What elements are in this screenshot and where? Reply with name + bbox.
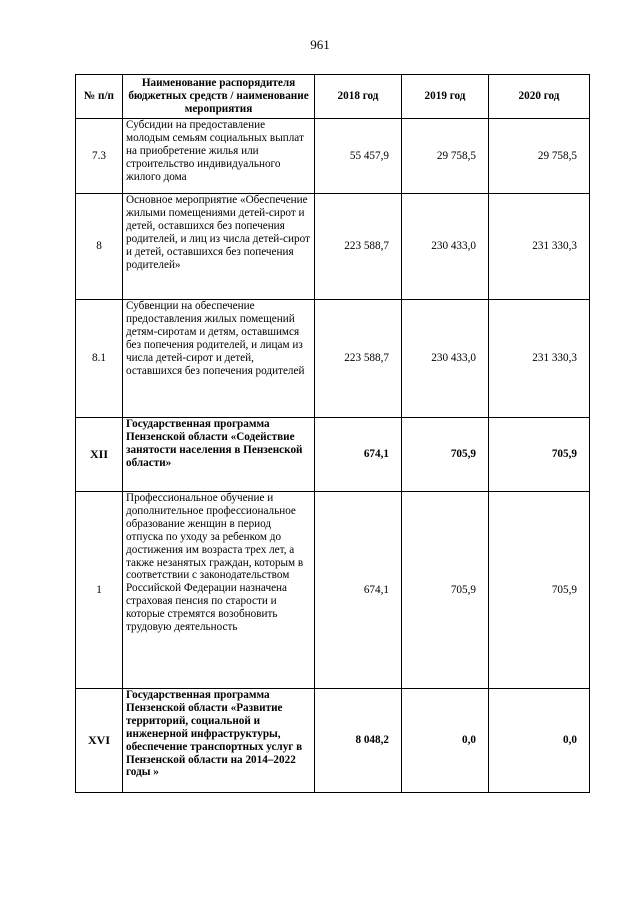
row-2019: 0,0	[402, 689, 489, 793]
row-num: XII	[76, 418, 123, 492]
row-2019: 29 758,5	[402, 119, 489, 194]
row-2020: 0,0	[489, 689, 590, 793]
table-row	[76, 492, 590, 689]
row-2018: 223 588,7	[315, 300, 402, 418]
row-name: Профессиональное обучение и дополнительное профессиональное образование женщин в период отпуска по уходу за ребенком до достижения им возраста трех лет, а также незанятых граждан, которым в соответствии с законодательством Российской Федерации назначена страховая пенсия по старости и которые стремятся возобновить трудовую деятельность	[123, 492, 315, 689]
row-num: 1	[76, 492, 123, 689]
row-name: Субвенции на обеспечение предоставления жилых помещений детям-сиротам и детям, оставшимся без попечения родителей, и лицам из числа детей-сирот и детей, оставшихся без попечения родителей	[123, 300, 315, 418]
header-2018: 2018 год	[315, 75, 402, 119]
budget-table	[75, 74, 590, 793]
row-2020: 231 330,3	[489, 194, 590, 300]
row-num: 7.3	[76, 119, 123, 194]
table-row	[76, 418, 590, 492]
row-name: Основное мероприятие «Обеспечение жилыми помещениями детей-сирот и детей, оставшихся без попечения родителей, и лиц из числа детей-сирот и детей, оставшихся без попечения родителей»	[123, 194, 315, 300]
row-2019: 230 433,0	[402, 300, 489, 418]
row-name: Государственная программа Пензенской области «Развитие территорий, социальной и инженерной инфраструктуры, обеспечение транспортных услуг в Пензенской области на 2014–2022 годы »	[123, 689, 315, 793]
row-2019: 705,9	[402, 418, 489, 492]
row-2019: 230 433,0	[402, 194, 489, 300]
header-num: № п/п	[76, 75, 123, 119]
row-2018: 8 048,2	[315, 689, 402, 793]
row-2018: 674,1	[315, 418, 402, 492]
row-2018: 674,1	[315, 492, 402, 689]
row-2020: 705,9	[489, 418, 590, 492]
table-row	[76, 194, 590, 300]
table-row	[76, 689, 590, 793]
row-num: XVI	[76, 689, 123, 793]
table-header-row	[76, 75, 590, 119]
row-2020: 29 758,5	[489, 119, 590, 194]
row-num: 8.1	[76, 300, 123, 418]
header-name: Наименование распорядителя бюджетных средств / наименование мероприятия	[123, 75, 315, 119]
header-2019: 2019 год	[402, 75, 489, 119]
row-2019: 705,9	[402, 492, 489, 689]
table-row	[76, 300, 590, 418]
page-number: 961	[310, 37, 330, 52]
row-name: Субсидии на предоставление молодым семьям социальных выплат на приобретение жилья или строительство индивидуального жилого дома	[123, 119, 315, 194]
row-2020: 231 330,3	[489, 300, 590, 418]
header-2020: 2020 год	[489, 75, 590, 119]
row-2018: 223 588,7	[315, 194, 402, 300]
table-row	[76, 119, 590, 194]
row-2020: 705,9	[489, 492, 590, 689]
row-2018: 55 457,9	[315, 119, 402, 194]
row-name: Государственная программа Пензенской области «Содействие занятости населения в Пензенской области»	[123, 418, 315, 492]
row-num: 8	[76, 194, 123, 300]
